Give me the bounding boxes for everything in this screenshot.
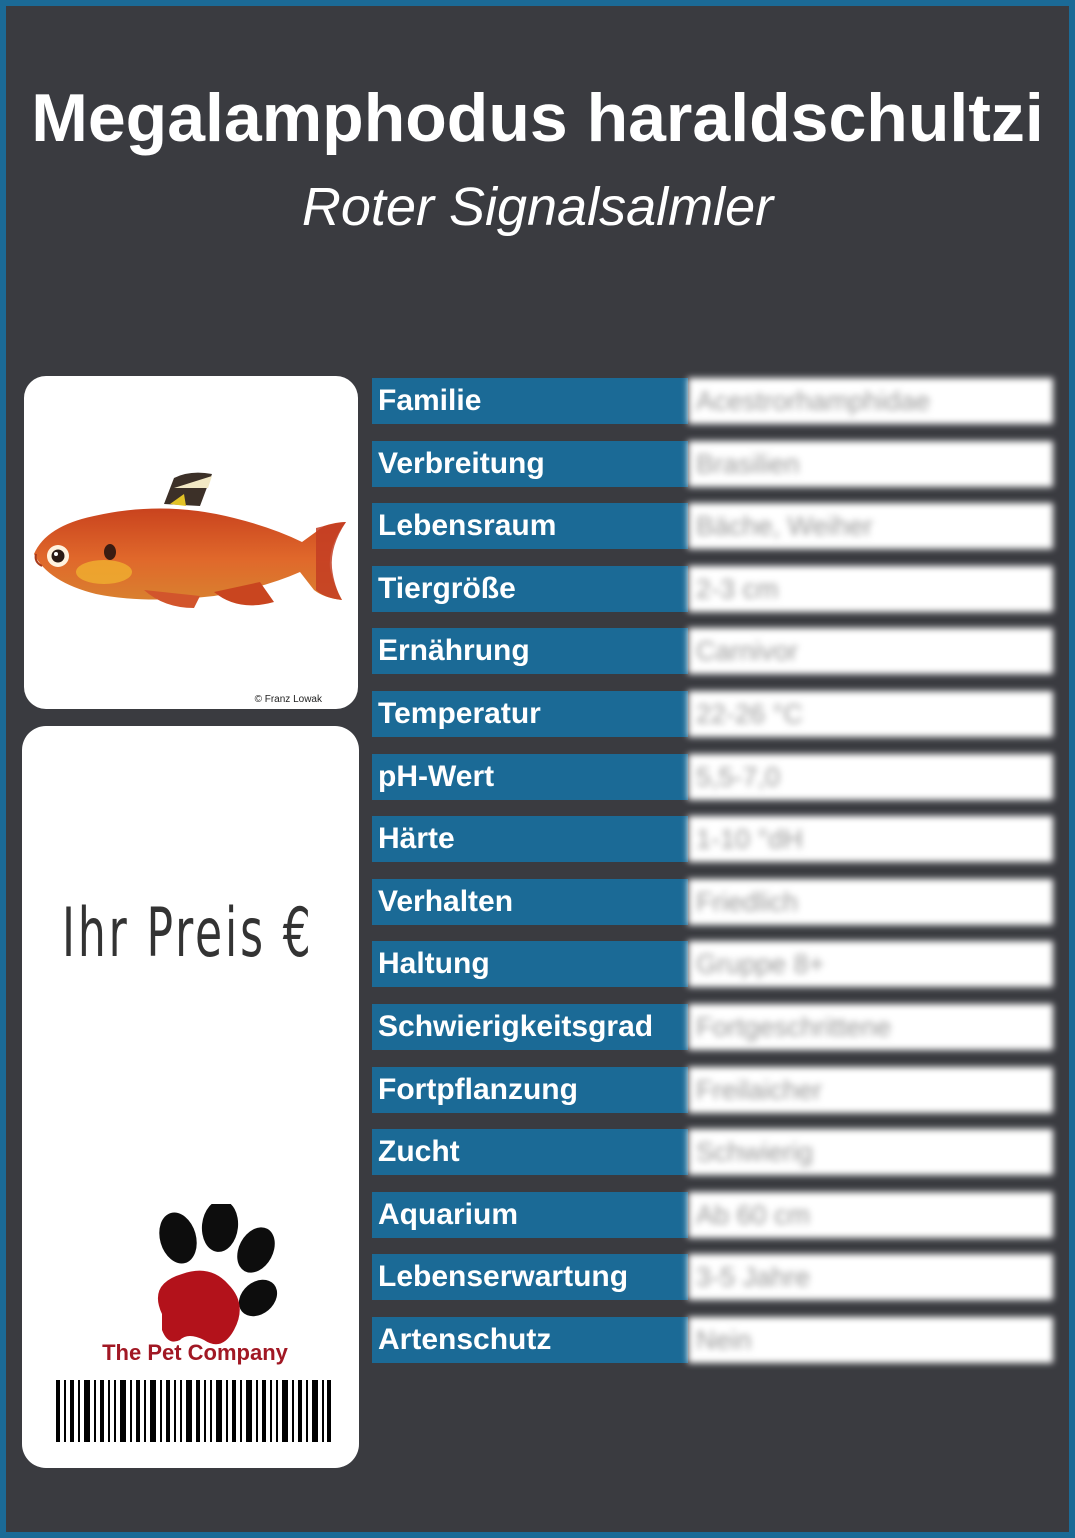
table-row (372, 879, 1053, 925)
row-value: Fortgeschrittene (688, 1004, 1053, 1050)
fish-image (24, 376, 358, 709)
row-value: Bäche, Weiher (688, 503, 1053, 549)
row-label: Schwierigkeitsgrad (372, 1004, 688, 1050)
fish-photo-panel (24, 376, 358, 709)
row-label: Verhalten (372, 879, 688, 925)
row-label: Verbreitung (372, 441, 688, 487)
row-value: 2-3 cm (688, 566, 1053, 612)
row-label: Haltung (372, 941, 688, 987)
table-row (372, 1067, 1053, 1113)
row-value: 1-10 °dH (688, 816, 1053, 862)
row-label: Lebenserwartung (372, 1254, 688, 1300)
row-value: Gruppe 8+ (688, 941, 1053, 987)
row-value: Schwierig (688, 1129, 1053, 1175)
table-row (372, 816, 1053, 862)
table-row (372, 1004, 1053, 1050)
table-row (372, 754, 1053, 800)
row-value: 3-5 Jahre (688, 1254, 1053, 1300)
row-value: Acestrorhamphidae (688, 378, 1053, 424)
table-row (372, 628, 1053, 674)
table-row (372, 1254, 1053, 1300)
row-value: 22-26 °C (688, 691, 1053, 737)
table-row (372, 503, 1053, 549)
row-label: Fortpflanzung (372, 1067, 688, 1113)
row-label: Artenschutz (372, 1317, 688, 1363)
row-label: Ernährung (372, 628, 688, 674)
row-value: Freilaicher (688, 1067, 1053, 1113)
table-row (372, 1129, 1053, 1175)
table-row (372, 441, 1053, 487)
row-label: Familie (372, 378, 688, 424)
price-panel (22, 726, 359, 1468)
company-name: The Pet Company (102, 1340, 288, 1365)
table-row (372, 941, 1053, 987)
price-label: Ihr Preis € (62, 894, 314, 973)
row-label: pH-Wert (372, 754, 688, 800)
row-label: Aquarium (372, 1192, 688, 1238)
table-row (372, 378, 1053, 424)
row-value: 5,5-7,0 (688, 754, 1053, 800)
row-label: Härte (372, 816, 688, 862)
table-row (372, 1192, 1053, 1238)
row-value: Brasilien (688, 441, 1053, 487)
barcode-icon (56, 1380, 331, 1442)
row-label: Zucht (372, 1129, 688, 1175)
row-value: Carnivor (688, 628, 1053, 674)
row-value: Nein (688, 1317, 1053, 1363)
table-row (372, 691, 1053, 737)
photo-credit: © Franz Lowak (254, 694, 322, 705)
row-label: Lebensraum (372, 503, 688, 549)
row-label: Tiergröße (372, 566, 688, 612)
table-row (372, 1317, 1053, 1363)
table-row (372, 566, 1053, 612)
row-label: Temperatur (372, 691, 688, 737)
common-name-subtitle: Roter Signalsalmler (301, 177, 774, 237)
scientific-name-title: Megalamphodus haraldschultzi (31, 80, 1044, 156)
row-value: Friedlich (688, 879, 1053, 925)
row-value: Ab 60 cm (688, 1192, 1053, 1238)
